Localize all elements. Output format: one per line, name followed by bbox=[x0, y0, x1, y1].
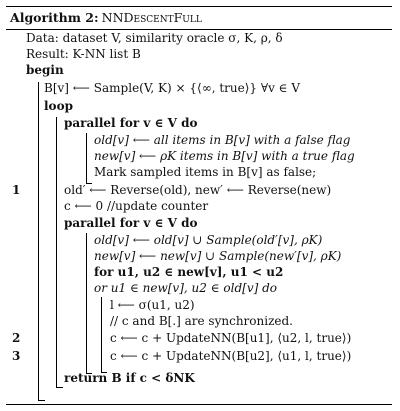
begin-line: begin bbox=[26, 63, 64, 77]
parallel-for-2-line: parallel for v ∈ V do bbox=[64, 216, 198, 230]
line-number-2: 2 bbox=[12, 331, 21, 345]
sync-comment-line: // c and B[.] are synchronized. bbox=[110, 314, 293, 328]
parallel-for-1-line: parallel for v ∈ V do bbox=[64, 116, 198, 130]
begin-block-bar bbox=[38, 82, 45, 401]
for-block-bar bbox=[101, 297, 107, 373]
for-line-1: for u1, u2 ∈ new[v], u1 < u2 bbox=[94, 265, 284, 279]
algorithm-box bbox=[6, 6, 392, 405]
counter-init-line: c ⟵ 0 //update counter bbox=[64, 199, 209, 213]
similarity-line: l ⟵ σ(u1, u2) bbox=[110, 298, 195, 312]
reverse-line: old′ ⟵ Reverse(old), new′ ⟵ Reverse(new) bbox=[64, 183, 332, 197]
old-union-line: old[v] ⟵ old[v] ∪ Sample(old′[v], ρK) bbox=[94, 233, 323, 247]
algorithm-title bbox=[6, 7, 392, 30]
update-2-line: c ⟵ c + UpdateNN(B[u2], ⟨u1, l, true⟩) bbox=[110, 349, 352, 363]
parallel1-block-bar bbox=[86, 133, 92, 184]
algorithm-name: NNDescentFull bbox=[101, 10, 202, 25]
algorithm-label: Algorithm 2: bbox=[10, 10, 99, 25]
result-line: Result: K-NN list B bbox=[26, 47, 141, 61]
init-line: B[v] ⟵ Sample(V, K) × {⟨∞, true⟩} ∀v ∈ V bbox=[44, 81, 301, 95]
data-line: Data: dataset V, similarity oracle σ, K, ρ, δ bbox=[26, 31, 283, 45]
update-1-line: c ⟵ c + UpdateNN(B[u1], ⟨u2, l, true⟩) bbox=[110, 331, 352, 345]
loop-line: loop bbox=[44, 99, 73, 113]
old-assign-line: old[v] ⟵ all items in B[v] with a false flag bbox=[94, 133, 351, 147]
for-line-2: or u1 ∈ new[v], u2 ∈ old[v] do bbox=[94, 281, 278, 295]
mark-line: Mark sampled items in B[v] as false; bbox=[94, 165, 317, 179]
line-number-1: 1 bbox=[12, 183, 21, 197]
line-number-3: 3 bbox=[12, 349, 21, 363]
new-assign-line: new[v] ⟵ ρK items in B[v] with a true flag bbox=[94, 149, 355, 163]
loop-block-bar bbox=[56, 117, 63, 388]
return-line: return B if c < δNK bbox=[64, 371, 195, 385]
new-union-line: new[v] ⟵ new[v] ∪ Sample(new′[v], ρK) bbox=[94, 249, 342, 263]
parallel2-block-bar bbox=[86, 233, 92, 374]
